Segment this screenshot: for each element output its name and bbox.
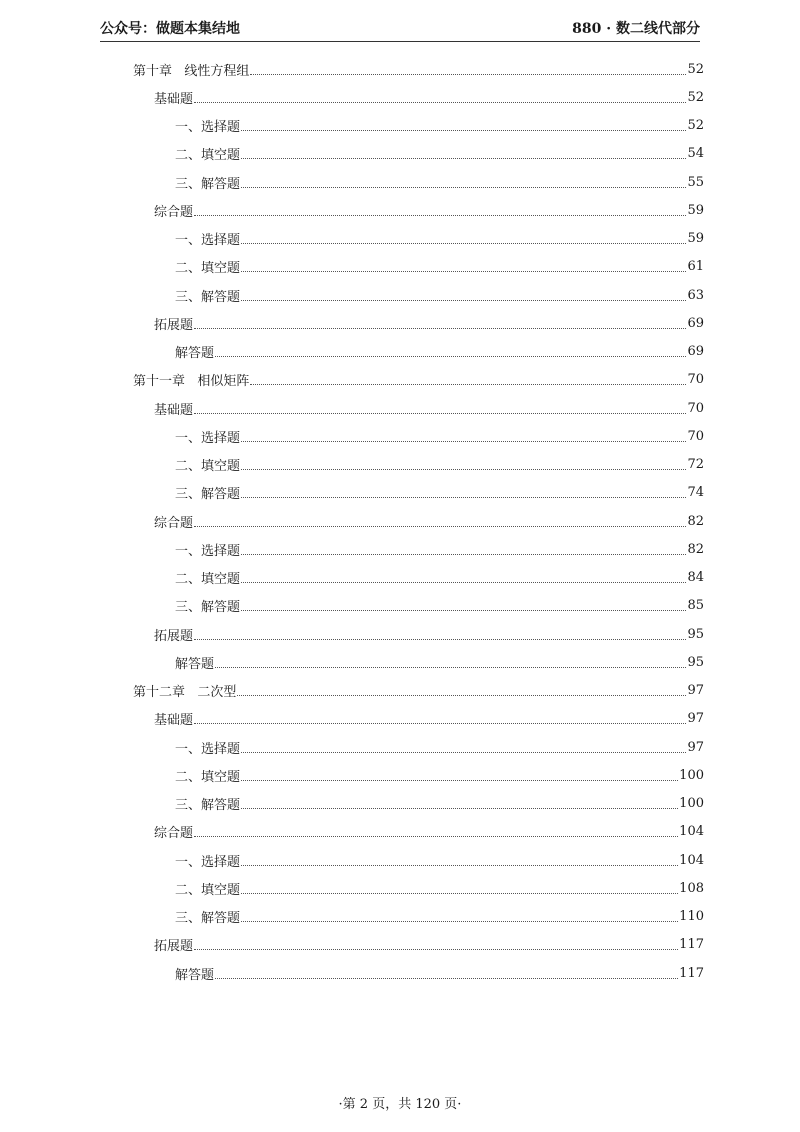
toc-subsection-entry[interactable] (175, 535, 704, 563)
toc-subsection-entry[interactable] (175, 168, 704, 196)
toc-entry-page-number: 70 (687, 400, 704, 416)
toc-entry-page-number: 97 (687, 711, 704, 727)
toc-leader-dots (241, 441, 686, 442)
toc-subsection-entry[interactable] (175, 281, 704, 309)
toc-leader-dots (241, 752, 686, 753)
toc-leader-dots (194, 526, 686, 527)
toc-leader-dots (215, 667, 686, 668)
toc-subsection-entry[interactable] (175, 479, 704, 507)
toc-leader-dots (241, 554, 686, 555)
toc-chapter-entry[interactable] (133, 366, 704, 394)
toc-subsection-entry[interactable] (175, 648, 704, 676)
toc-leader-dots (250, 384, 686, 385)
toc-section-entry[interactable] (154, 309, 704, 337)
toc-entry-label: 一、选择题 (175, 741, 241, 757)
toc-entry-label: 三、解答题 (175, 798, 241, 813)
toc-subsection-entry[interactable] (175, 733, 704, 761)
toc-subsection-entry[interactable] (175, 959, 704, 987)
toc-subsection-entry[interactable] (175, 846, 704, 874)
toc-entry-label: 解答题 (175, 346, 215, 361)
toc-entry-label: 第十二章 二次型 (133, 685, 237, 700)
toc-subsection-entry[interactable] (175, 592, 704, 620)
toc-entry-page-number: 70 (687, 372, 704, 388)
toc-entry-label: 三、解答题 (175, 289, 241, 305)
toc-entry-label: 二、填空题 (175, 261, 241, 277)
toc-entry-page-number: 117 (679, 937, 704, 953)
toc-leader-dots (194, 102, 686, 103)
toc-entry-page-number: 117 (679, 965, 704, 981)
toc-entry-page-number: 104 (679, 852, 704, 868)
toc-entry-page-number: 52 (687, 118, 704, 133)
toc-leader-dots (194, 723, 686, 724)
toc-subsection-entry[interactable] (175, 903, 704, 931)
toc-leader-dots (241, 921, 678, 922)
toc-chapter-entry[interactable] (133, 677, 704, 705)
toc-entry-page-number: 61 (687, 259, 704, 275)
toc-entry-label: 三、解答题 (175, 487, 241, 503)
toc-section-entry[interactable] (154, 394, 704, 422)
toc-leader-dots (241, 610, 686, 611)
header-left-text: 公众号：做题本集结地 (100, 21, 240, 37)
toc-leader-dots (241, 582, 686, 583)
toc-leader-dots (194, 639, 686, 640)
toc-leader-dots (237, 695, 686, 696)
toc-subsection-entry[interactable] (175, 225, 704, 253)
toc-entry-page-number: 82 (687, 541, 704, 557)
toc-section-entry[interactable] (154, 507, 704, 535)
toc-subsection-entry[interactable] (175, 422, 704, 450)
toc-entry-label: 二、填空题 (175, 769, 241, 785)
toc-entry-label: 三、解答题 (175, 600, 241, 616)
toc-entry-page-number: 100 (679, 767, 704, 783)
toc-entry-label: 一、选择题 (175, 120, 241, 135)
toc-section-entry[interactable] (154, 705, 704, 733)
toc-entry-label: 二、填空题 (175, 148, 241, 164)
toc-leader-dots (215, 978, 678, 979)
toc-entry-page-number: 104 (679, 824, 704, 840)
toc-leader-dots (241, 271, 686, 272)
toc-section-entry[interactable] (154, 620, 704, 648)
toc-entry-label: 一、选择题 (175, 430, 241, 446)
toc-entry-label: 三、解答题 (175, 911, 241, 926)
toc-leader-dots (250, 74, 686, 75)
toc-entry-label: 基础题 (154, 713, 194, 729)
toc-entry-label: 基础题 (154, 402, 194, 418)
toc-entry-page-number: 59 (687, 202, 704, 218)
toc-entry-page-number: 70 (687, 428, 704, 444)
toc-entry-label: 三、解答题 (175, 176, 241, 192)
toc-entry-page-number: 95 (687, 626, 704, 642)
toc-leader-dots (241, 808, 678, 809)
toc-leader-dots (241, 469, 686, 470)
toc-leader-dots (241, 187, 686, 188)
toc-entry-page-number: 52 (687, 89, 704, 105)
toc-subsection-entry[interactable] (175, 112, 704, 140)
toc-entry-label: 综合题 (154, 515, 194, 531)
toc-entry-page-number: 97 (687, 739, 704, 755)
toc-entry-label: 解答题 (175, 656, 215, 672)
toc-subsection-entry[interactable] (175, 874, 704, 902)
toc-leader-dots (194, 215, 686, 216)
toc-section-entry[interactable] (154, 196, 704, 224)
toc-entry-label: 一、选择题 (175, 854, 241, 870)
toc-leader-dots (215, 356, 686, 357)
toc-subsection-entry[interactable] (175, 790, 704, 818)
toc-entry-page-number: 82 (687, 513, 704, 529)
toc-subsection-entry[interactable] (175, 140, 704, 168)
toc-leader-dots (241, 865, 678, 866)
toc-section-entry[interactable] (154, 818, 704, 846)
toc-entry-page-number: 63 (687, 287, 704, 303)
toc-leader-dots (241, 130, 686, 131)
page-header (100, 16, 700, 42)
toc-leader-dots (241, 158, 686, 159)
toc-entry-label: 解答题 (175, 967, 215, 983)
toc-leader-dots (241, 893, 678, 894)
toc-entry-page-number: 54 (687, 146, 704, 162)
toc-subsection-entry[interactable] (175, 338, 704, 366)
toc-entry-label: 综合题 (154, 826, 194, 842)
toc-entry-page-number: 100 (679, 796, 704, 811)
toc-leader-dots (241, 497, 686, 498)
toc-leader-dots (194, 413, 686, 414)
toc-section-entry[interactable] (154, 83, 704, 111)
toc-entry-page-number: 69 (687, 315, 704, 331)
toc-section-entry[interactable] (154, 931, 704, 959)
toc-subsection-entry[interactable] (175, 564, 704, 592)
header-right-text: 880 · 数二线代部分 (572, 21, 700, 37)
toc-entry-page-number: 55 (687, 174, 704, 190)
toc-entry-label: 第十章 线性方程组 (133, 63, 250, 79)
toc-leader-dots (194, 836, 678, 837)
toc-entry-label: 二、填空题 (175, 459, 241, 474)
toc-entry-label: 拓展题 (154, 628, 194, 644)
toc-entry-page-number: 108 (679, 880, 704, 896)
toc-entry-page-number: 74 (687, 485, 704, 501)
toc-chapter-entry[interactable] (133, 55, 704, 83)
toc-entry-label: 二、填空题 (175, 882, 241, 898)
toc-entry-label: 一、选择题 (175, 233, 241, 248)
page-footer: ·第 2 页，共 120 页· (338, 1097, 462, 1112)
toc-entry-label: 基础题 (154, 91, 194, 107)
toc-entry-page-number: 95 (687, 654, 704, 670)
toc-entry-label: 第十一章 相似矩阵 (133, 374, 250, 390)
toc-entry-page-number: 84 (687, 570, 704, 585)
toc-entry-page-number: 52 (687, 61, 704, 77)
toc-subsection-entry[interactable] (175, 761, 704, 789)
toc-leader-dots (241, 780, 678, 781)
toc-entry-label: 拓展题 (154, 317, 194, 333)
toc-entry-page-number: 59 (687, 231, 704, 246)
toc-entry-label: 拓展题 (154, 939, 194, 955)
toc-entry-page-number: 110 (679, 909, 704, 924)
toc-entry-page-number: 69 (687, 344, 704, 359)
toc-entry-label: 二、填空题 (175, 572, 241, 587)
toc-leader-dots (241, 300, 686, 301)
toc-entry-label: 一、选择题 (175, 543, 241, 559)
toc-leader-dots (241, 243, 686, 244)
toc-entry-page-number: 97 (687, 683, 704, 698)
toc-entry-page-number: 72 (687, 457, 704, 472)
toc-subsection-entry[interactable] (175, 253, 704, 281)
toc-entry-label: 综合题 (154, 204, 194, 220)
toc-leader-dots (194, 949, 678, 950)
toc-entry-page-number: 85 (687, 598, 704, 614)
toc-subsection-entry[interactable] (175, 451, 704, 479)
toc-leader-dots (194, 328, 686, 329)
